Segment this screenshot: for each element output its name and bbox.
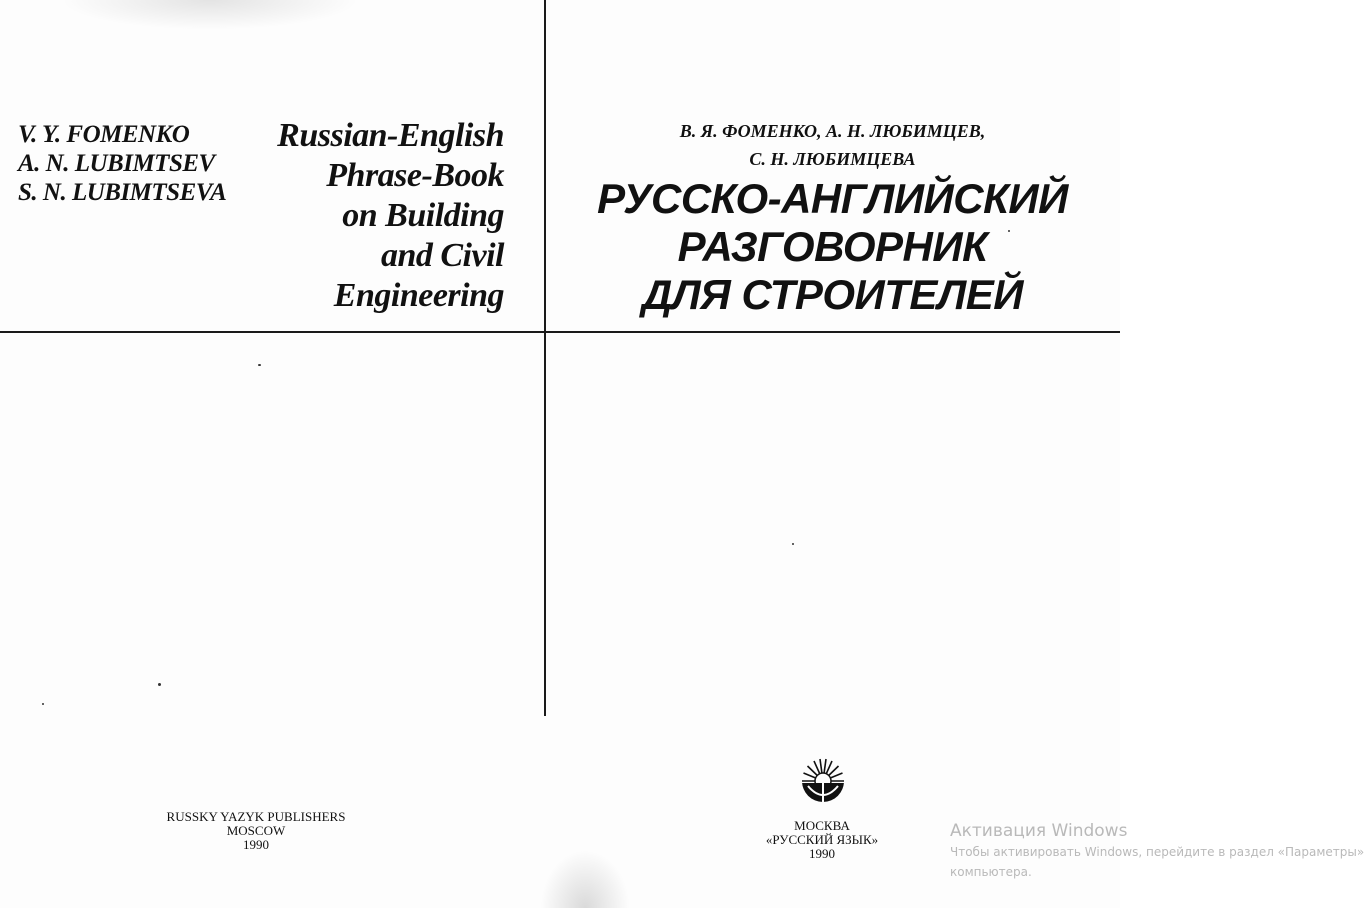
english-title-line: and Civil — [380, 237, 504, 274]
russian-publisher-year: 1990 — [809, 846, 835, 861]
english-title-line: Phrase-Book — [326, 157, 504, 194]
english-publisher-city: MOSCOW — [226, 823, 286, 838]
scan-speck — [792, 543, 794, 545]
scan-speck — [258, 364, 261, 366]
scan-speck — [158, 683, 161, 686]
english-title-line: Russian-English — [277, 117, 504, 154]
english-author: S. N. LUBIMTSEVA — [18, 179, 227, 206]
windows-activation-watermark — [950, 820, 1364, 882]
activation-line: компьютера. — [950, 865, 1032, 879]
russian-authors-line: В. Я. ФОМЕНКО, А. Н. ЛЮБИМЦЕВ, — [679, 121, 986, 141]
page-spine — [544, 0, 546, 716]
russian-title-line: ДЛЯ СТРОИТЕЛЕЙ — [641, 271, 1023, 318]
russian-title-line: РАЗГОВОРНИК — [677, 223, 988, 270]
scan-shadow-top — [60, 0, 360, 30]
russian-imprint — [742, 819, 902, 861]
english-title-line: Engineering — [333, 277, 504, 314]
scan-speck — [1008, 230, 1010, 232]
english-author: A. N. LUBIMTSEV — [18, 150, 215, 177]
russian-title — [560, 175, 1105, 319]
scan-shadow-bottom — [540, 850, 630, 908]
english-publisher-name: RUSSKY YAZYK PUBLISHERS — [166, 809, 346, 824]
english-author: V. Y. FOMENKO — [18, 121, 190, 148]
russian-title-line: РУССКО-АНГЛИЙСКИЙ — [597, 175, 1068, 222]
russian-publisher-city: МОСКВА — [794, 818, 850, 833]
russian-authors-line: С. Н. ЛЮБИМЦЕВА — [749, 149, 916, 169]
russian-publisher-name: «РУССКИЙ ЯЗЫК» — [765, 832, 879, 847]
russian-authors — [560, 117, 1105, 173]
english-authors — [18, 120, 226, 207]
english-title — [250, 116, 504, 316]
publisher-logo-icon — [798, 756, 848, 806]
scan-speck — [42, 703, 44, 705]
right-page-rule — [545, 331, 1120, 333]
activation-line: Чтобы активировать Windows, перейдите в раздел «Параметры» — [950, 845, 1364, 859]
activation-title: Активация Windows — [950, 821, 1128, 841]
left-page-rule — [0, 331, 545, 333]
english-publisher-year: 1990 — [243, 837, 269, 852]
english-imprint — [130, 810, 382, 852]
english-title-line: on Building — [342, 197, 504, 234]
